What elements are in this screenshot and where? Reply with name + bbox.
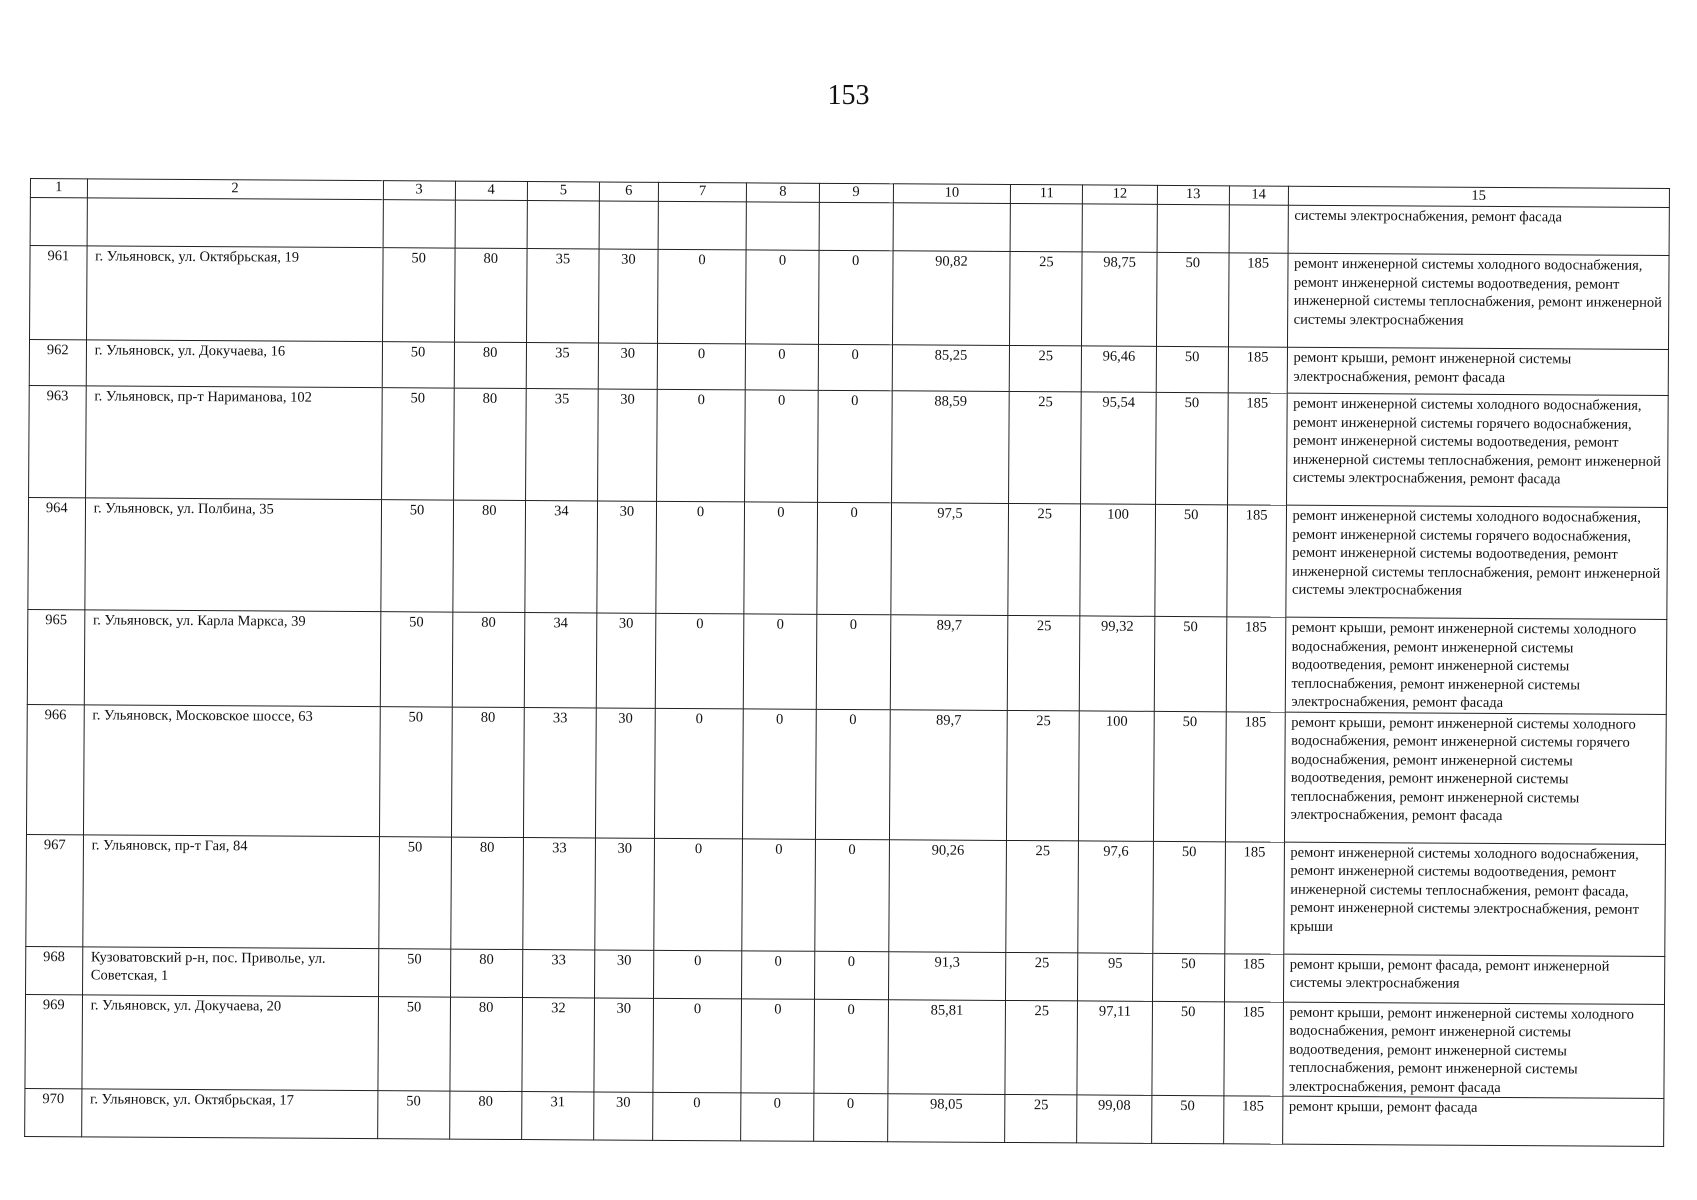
cell-7: 0 bbox=[653, 998, 742, 1093]
cell-5: 35 bbox=[526, 343, 598, 389]
cell-10: 98,05 bbox=[887, 1094, 1005, 1143]
work-cell: ремонт крыши, ремонт инженерной системы холодного водоснабжения, ремонт инженерной системы водоотведения, ремонт инженерной системы теплоснабжения, ремонт инженерной системы электроснабжения, ремонт фасада bbox=[1282, 1002, 1664, 1099]
cell-10: 91,3 bbox=[888, 951, 1006, 1000]
cell-3: 50 bbox=[378, 836, 451, 948]
cell-4: 80 bbox=[451, 707, 524, 837]
cell-10: 88,59 bbox=[891, 391, 1009, 504]
cell-7: 0 bbox=[654, 838, 743, 951]
cell-10: 85,81 bbox=[888, 999, 1006, 1094]
cell-14: 185 bbox=[1228, 347, 1287, 393]
cell-3: 50 bbox=[379, 706, 452, 836]
cell-12: 96,46 bbox=[1082, 346, 1156, 392]
cell-9: 0 bbox=[816, 614, 891, 709]
cell-14: 185 bbox=[1225, 841, 1284, 953]
row-number: 961 bbox=[30, 246, 87, 340]
work-cell: ремонт крыши, ремонт инженерной системы холодного водоснабжения, ремонт инженерной системы горячего водоснабжения, ремонт инженерной системы водоотведения, ремонт инженерной системы теплоснабжения, ремонт инженерной системы электроснабжения, ремонт фасада bbox=[1284, 712, 1666, 844]
cell-4: 80 bbox=[453, 388, 526, 500]
cell-5: 35 bbox=[525, 389, 598, 501]
work-cell: ремонт инженерной системы холодного водоснабжения, ремонт инженерной системы водоотведения, ремонт инженерной системы теплоснабжения, ремонт фасада, ремонт инженерной системы электроснабжения, ремонт крыши bbox=[1283, 842, 1665, 956]
cell-11: 25 bbox=[1008, 503, 1081, 615]
cell-12: 97,6 bbox=[1078, 840, 1153, 952]
carryover-work-cell: системы электроснабжения, ремонт фасада bbox=[1288, 205, 1670, 255]
col-header: 8 bbox=[747, 183, 819, 202]
cell-14: 185 bbox=[1225, 711, 1285, 841]
work-cell: ремонт инженерной системы холодного водоснабжения, ремонт инженерной системы горячего водоснабжения, ремонт инженерной системы водоотведения, ремонт инженерной системы теплоснабжения, ремонт инженерной системы электроснабжения bbox=[1285, 505, 1667, 619]
cell-7: 0 bbox=[657, 249, 746, 344]
table-row bbox=[25, 994, 1665, 1099]
cell-9: 0 bbox=[818, 250, 893, 344]
cell-11: 25 bbox=[1006, 840, 1079, 952]
cell-13: 50 bbox=[1152, 953, 1224, 1001]
cell-6: 30 bbox=[597, 501, 656, 613]
cell-3: 50 bbox=[377, 1091, 449, 1139]
buildings-table bbox=[24, 178, 1670, 1147]
cell-7: 0 bbox=[654, 708, 743, 839]
cell-14: 185 bbox=[1224, 1001, 1283, 1096]
col-header: 6 bbox=[599, 182, 658, 201]
work-cell: ремонт инженерной системы холодного водоснабжения, ремонт инженерной системы водоотведения, ремонт инженерной системы теплоснабжения, ремонт инженерной системы электроснабжения bbox=[1287, 253, 1669, 349]
cell-6: 30 bbox=[596, 613, 655, 708]
cell-4: 80 bbox=[453, 500, 526, 612]
col-header: 2 bbox=[87, 179, 383, 200]
cell-5: 32 bbox=[522, 997, 595, 1092]
cell-9: 0 bbox=[814, 839, 889, 951]
cell-7: 0 bbox=[657, 343, 746, 390]
cell-5: 33 bbox=[522, 949, 594, 997]
cell-10: 89,7 bbox=[890, 615, 1008, 710]
cell-5: 34 bbox=[524, 613, 597, 708]
cell-14: 185 bbox=[1227, 505, 1286, 617]
cell-6: 30 bbox=[598, 343, 657, 389]
cell-8: 0 bbox=[741, 1093, 813, 1141]
cell-8: 0 bbox=[744, 614, 817, 709]
cell-4: 80 bbox=[449, 1091, 521, 1139]
address-cell: г. Ульяновск, ул. Полбина, 35 bbox=[85, 498, 382, 612]
cell-12: 95,54 bbox=[1081, 392, 1156, 504]
cell-4: 80 bbox=[454, 248, 527, 342]
address-cell: г. Ульяновск, ул. Карла Маркса, 39 bbox=[84, 610, 380, 706]
cell-5: 35 bbox=[526, 249, 599, 343]
table-row bbox=[26, 834, 1666, 956]
cell-9: 0 bbox=[818, 344, 892, 390]
col-header: 11 bbox=[1011, 184, 1083, 203]
cell-8: 0 bbox=[744, 502, 817, 614]
cell-4: 80 bbox=[454, 342, 526, 388]
cell-8: 0 bbox=[742, 838, 815, 950]
cell-6: 30 bbox=[594, 1092, 653, 1140]
row-number: 967 bbox=[26, 834, 83, 946]
cell-13: 50 bbox=[1155, 392, 1228, 504]
cell-10: 90,26 bbox=[889, 839, 1007, 952]
cell-6: 30 bbox=[599, 249, 658, 343]
col-header: 13 bbox=[1157, 185, 1229, 204]
table-row bbox=[28, 497, 1668, 619]
row-number: 965 bbox=[27, 609, 84, 704]
cell-11: 25 bbox=[1007, 710, 1080, 840]
cell-5: 34 bbox=[525, 501, 598, 613]
cell-12: 99,08 bbox=[1077, 1095, 1152, 1143]
cell-13: 50 bbox=[1156, 346, 1228, 392]
cell-13: 50 bbox=[1156, 252, 1229, 346]
cell-10: 89,7 bbox=[889, 709, 1007, 840]
cell-6: 30 bbox=[595, 707, 655, 837]
cell-9: 0 bbox=[817, 390, 892, 502]
cell-8: 0 bbox=[743, 708, 816, 838]
cell-6: 30 bbox=[595, 949, 654, 997]
cell-12: 97,11 bbox=[1077, 1000, 1152, 1095]
cell-11: 25 bbox=[1009, 345, 1081, 391]
cell-3: 50 bbox=[380, 500, 453, 612]
work-cell: ремонт крыши, ремонт инженерной системы электроснабжения, ремонт фасада bbox=[1287, 347, 1669, 395]
address-cell: г. Ульяновск, ул. Докучаева, 16 bbox=[86, 340, 382, 388]
cell-11: 25 bbox=[1010, 251, 1083, 345]
row-number: 964 bbox=[28, 497, 85, 609]
table-row bbox=[25, 1088, 1664, 1146]
table-row bbox=[27, 609, 1667, 714]
cell-12: 98,75 bbox=[1082, 252, 1157, 346]
cell-4: 80 bbox=[450, 997, 523, 1092]
cell-12: 100 bbox=[1080, 504, 1155, 616]
cell-8: 0 bbox=[746, 250, 819, 344]
cell-7: 0 bbox=[653, 950, 742, 999]
cell-7: 0 bbox=[656, 501, 745, 614]
cell-12: 95 bbox=[1078, 952, 1153, 1000]
cell-11: 25 bbox=[1005, 1094, 1077, 1142]
cell-3: 50 bbox=[378, 948, 450, 996]
cell-4: 80 bbox=[450, 837, 523, 949]
address-cell: Кузоватовский р-н, пос. Приволье, ул. Советская, 1 bbox=[82, 946, 378, 996]
cell-10: 85,25 bbox=[892, 345, 1010, 392]
col-header: 9 bbox=[819, 183, 893, 202]
cell-14: 185 bbox=[1228, 253, 1287, 347]
address-cell: г. Ульяновск, ул. Октябрьская, 17 bbox=[81, 1089, 377, 1139]
col-header: 3 bbox=[383, 181, 455, 200]
cell-5: 33 bbox=[523, 837, 596, 949]
cell-13: 50 bbox=[1152, 1001, 1225, 1096]
cell-9: 0 bbox=[813, 999, 888, 1094]
row-number: 963 bbox=[29, 385, 86, 497]
address-cell: г. Ульяновск, пр-т Нариманова, 102 bbox=[85, 386, 382, 500]
cell-7: 0 bbox=[656, 389, 745, 502]
table-row bbox=[30, 246, 1670, 350]
cell-13: 50 bbox=[1152, 841, 1225, 953]
work-cell: ремонт крыши, ремонт фасада bbox=[1282, 1096, 1664, 1146]
row-number: 968 bbox=[26, 946, 83, 994]
row-number: 962 bbox=[29, 340, 86, 386]
row-number: 966 bbox=[26, 704, 83, 834]
cell-11: 25 bbox=[1006, 952, 1078, 1000]
address-cell: г. Ульяновск, пр-т Гая, 84 bbox=[82, 834, 379, 948]
work-cell: ремонт крыши, ремонт фасада, ремонт инженерной системы электроснабжения bbox=[1283, 954, 1665, 1004]
cell-8: 0 bbox=[745, 390, 818, 502]
cell-4: 80 bbox=[450, 949, 522, 997]
col-header: 12 bbox=[1083, 185, 1157, 204]
col-header: 10 bbox=[893, 184, 1011, 204]
cell-7: 0 bbox=[652, 1092, 741, 1141]
cell-8: 0 bbox=[742, 950, 814, 998]
address-cell: г. Ульяновск, ул. Докучаева, 20 bbox=[82, 994, 378, 1090]
cell-6: 30 bbox=[595, 837, 654, 949]
cell-9: 0 bbox=[816, 502, 891, 614]
cell-9: 0 bbox=[815, 709, 890, 839]
col-header: 14 bbox=[1229, 186, 1288, 205]
cell-11: 25 bbox=[1009, 391, 1082, 503]
cell-6: 30 bbox=[594, 997, 653, 1092]
col-header: 1 bbox=[30, 179, 87, 198]
cell-14: 185 bbox=[1226, 617, 1285, 712]
cell-11: 25 bbox=[1008, 615, 1081, 710]
cell-10: 97,5 bbox=[891, 503, 1009, 616]
cell-10: 90,82 bbox=[892, 251, 1010, 346]
cell-13: 50 bbox=[1154, 504, 1227, 616]
cell-5: 31 bbox=[521, 1092, 593, 1140]
col-header: 5 bbox=[527, 182, 599, 201]
cell-3: 50 bbox=[382, 248, 455, 342]
page-number: 153 bbox=[827, 80, 870, 111]
col-header: 7 bbox=[658, 182, 747, 202]
cell-14: 185 bbox=[1224, 953, 1283, 1001]
cell-8: 0 bbox=[741, 998, 814, 1093]
cell-13: 50 bbox=[1153, 711, 1226, 841]
cell-4: 80 bbox=[452, 612, 525, 707]
cell-11: 25 bbox=[1005, 1000, 1078, 1095]
work-cell: ремонт крыши, ремонт инженерной системы холодного водоснабжения, ремонт инженерной системы водоотведения, ремонт инженерной системы теплоснабжения, ремонт инженерной системы электроснабжения, ремонт фасада bbox=[1285, 617, 1667, 714]
cell-12: 99,32 bbox=[1080, 616, 1155, 711]
cell-3: 50 bbox=[382, 342, 454, 388]
address-cell: г. Ульяновск, Московское шоссе, 63 bbox=[83, 704, 380, 836]
row-number: 970 bbox=[25, 1088, 82, 1136]
cell-3: 50 bbox=[377, 996, 450, 1091]
cell-7: 0 bbox=[655, 613, 744, 708]
cell-14: 185 bbox=[1227, 393, 1286, 505]
row-number: 969 bbox=[25, 994, 82, 1089]
cell-3: 50 bbox=[380, 612, 453, 707]
table-row bbox=[26, 704, 1666, 844]
cell-12: 100 bbox=[1079, 710, 1154, 840]
cell-5: 33 bbox=[523, 707, 596, 837]
col-header: 4 bbox=[455, 181, 527, 200]
work-cell: ремонт инженерной системы холодного водоснабжения, ремонт инженерной системы горячего водоснабжения, ремонт инженерной системы водоотведения, ремонт инженерной системы теплоснабжения, ремонт инженерной системы электроснабжения, ремонт фасада bbox=[1286, 393, 1668, 507]
cell-3: 50 bbox=[381, 388, 454, 500]
cell-8: 0 bbox=[746, 344, 818, 390]
cell-13: 50 bbox=[1154, 616, 1227, 711]
cell-14: 185 bbox=[1223, 1096, 1282, 1144]
cell-13: 50 bbox=[1151, 1095, 1223, 1143]
table-row bbox=[29, 385, 1669, 507]
address-cell: г. Ульяновск, ул. Октябрьская, 19 bbox=[86, 246, 382, 342]
cell-9: 0 bbox=[813, 1093, 888, 1141]
cell-9: 0 bbox=[814, 951, 889, 999]
cell-6: 30 bbox=[598, 389, 657, 501]
col-header: 15 bbox=[1288, 186, 1670, 207]
